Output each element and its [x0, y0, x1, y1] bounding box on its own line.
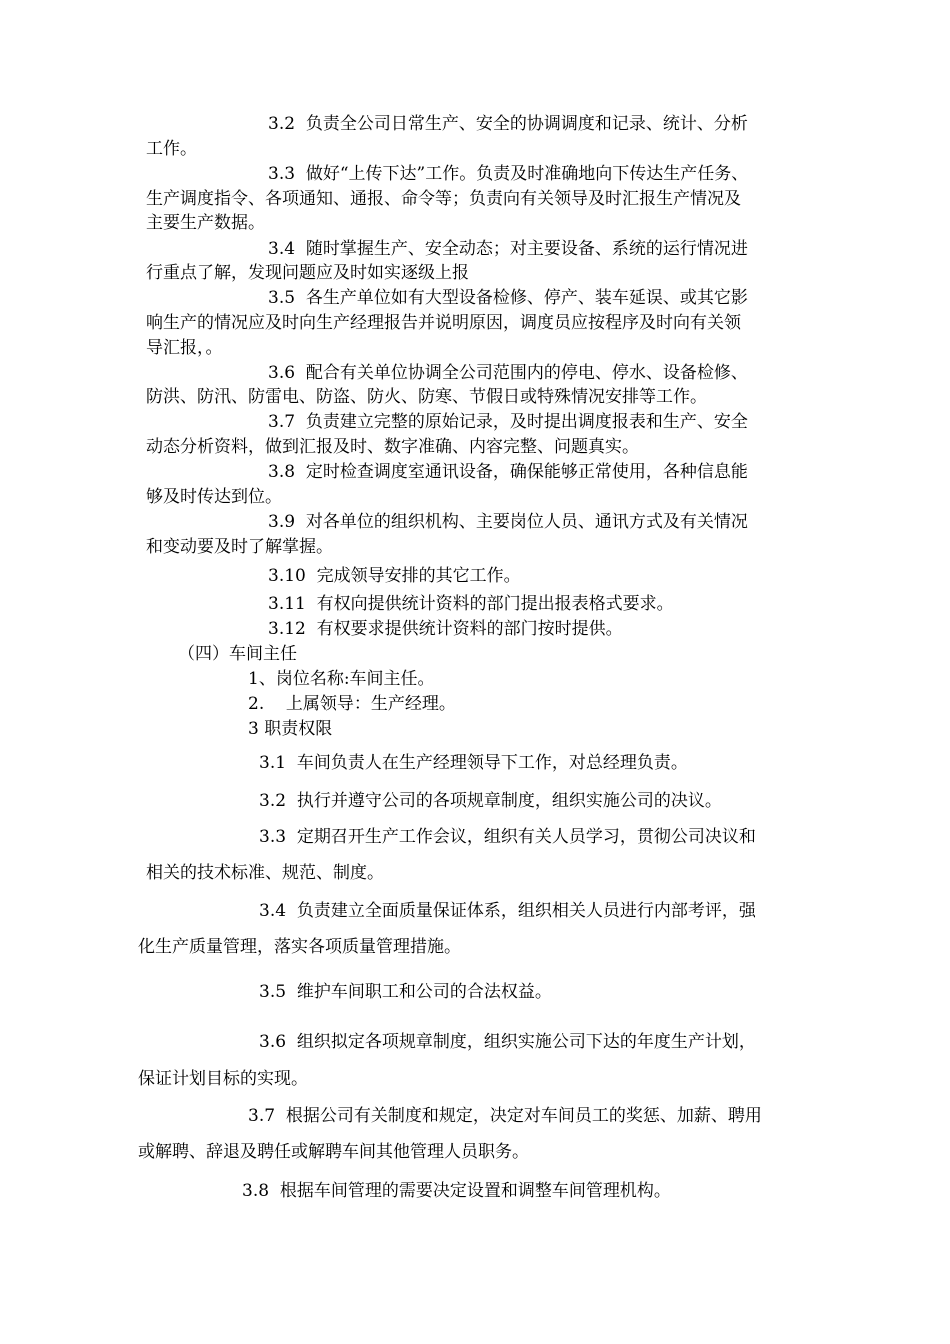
clause-number: 3.5 — [268, 288, 296, 308]
clause-text-cont: 和变动要及时了解掌握。 — [146, 537, 333, 557]
clause-number: 3.7 — [248, 1106, 276, 1126]
clause-number: 3.12 — [268, 619, 306, 639]
clause-text: 负责全公司日常生产、安全的协调调度和记录、统计、分析 — [305, 114, 748, 134]
clause-text-cont: 或解聘、辞退及聘任或解聘车间其他管理人员职务。 — [138, 1142, 529, 1162]
item-number: 2. — [248, 694, 265, 714]
responsibilities-heading: 3 职责权限 — [248, 719, 333, 739]
clause-text-cont: 保证计划目标的实现。 — [138, 1069, 308, 1089]
clause-text-cont: 动态分析资料，做到汇报及时、数字准确、内容完整、问题真实。 — [146, 437, 639, 457]
clause-text-cont: 主要生产数据。 — [146, 213, 265, 233]
clause-number: 3.8 — [268, 462, 296, 482]
clause-text-cont: 够及时传达到位。 — [146, 487, 282, 507]
clause-number: 3.8 — [242, 1181, 270, 1201]
clause-text-cont: 化生产质量管理，落实各项质量管理措施。 — [138, 937, 461, 957]
clause-text: 对各单位的组织机构、主要岗位人员、通讯方式及有关情况 — [305, 512, 748, 532]
clause-number: 3.10 — [268, 566, 306, 586]
clause-text: 负责建立完整的原始记录，及时提出调度报表和生产、安全 — [305, 412, 748, 432]
clause-text-cont: 行重点了解，发现问题应及时如实逐级上报 — [146, 263, 469, 283]
clause-text: 各生产单位如有大型设备检修、停产、装车延误、或其它影 — [305, 288, 748, 308]
clause-text: 随时掌握生产、安全动态；对主要设备、系统的运行情况进 — [305, 239, 748, 259]
item-text: 上属领导：生产经理。 — [285, 694, 456, 714]
clause-number: 3.6 — [268, 363, 296, 383]
clause-text-cont: 响生产的情况应及时向生产经理报告并说明原因，调度员应按程序及时向有关领 — [146, 313, 741, 333]
clause-number: 3.7 — [268, 412, 296, 432]
clause-text: 做好“上传下达”工作。负责及时准确地向下传达生产任务、 — [305, 164, 749, 184]
clause-number: 3.5 — [259, 982, 287, 1002]
clause-number: 3.3 — [259, 827, 287, 847]
clause-number: 3.3 — [268, 164, 296, 184]
superior — [248, 693, 456, 715]
clause-number: 3.9 — [268, 512, 296, 532]
clause-number: 3.4 — [268, 239, 296, 259]
clause-number: 3.6 — [259, 1032, 287, 1052]
clause-text-cont: 生产调度指令、各项通知、通报、命令等；负责向有关领导及时汇报生产情况及 — [146, 189, 741, 209]
clause-number: 3.2 — [268, 114, 296, 134]
clause-text-cont: 工作。 — [146, 139, 197, 159]
clause-number: 3.1 — [259, 753, 287, 773]
clause-text: 定时检查调度室通讯设备，确保能够正常使用，各种信息能 — [305, 462, 748, 482]
clause-number: 3.2 — [259, 791, 287, 811]
post-name: 1、岗位名称:车间主任。 — [248, 669, 435, 689]
clause-text: 组织拟定各项规章制度，组织实施公司下达的年度生产计划， — [296, 1032, 756, 1052]
clause-text-cont: 防洪、防汛、防雷电、防盗、防火、防寒、节假日或特殊情况安排等工作。 — [146, 387, 707, 407]
clause-text: 车间负责人在生产经理领导下工作，对总经理负责。 — [296, 753, 688, 773]
clause-text: 根据车间管理的需要决定设置和调整车间管理机构。 — [279, 1181, 671, 1201]
clause-text: 负责建立全面质量保证体系，组织相关人员进行内部考评，强 — [296, 901, 756, 921]
clause-text: 完成领导安排的其它工作。 — [316, 566, 521, 586]
clause-text-cont: 导汇报，。 — [146, 338, 223, 358]
clause-text: 维护车间职工和公司的合法权益。 — [296, 982, 552, 1002]
clause-number: 3.4 — [259, 901, 287, 921]
clause-text: 定期召开生产工作会议，组织有关人员学习，贯彻公司决议和 — [296, 827, 756, 847]
clause-text-cont: 相关的技术标准、规范、制度。 — [146, 863, 384, 883]
clause-text: 有权向提供统计资料的部门提出报表格式要求。 — [316, 594, 674, 614]
clause-text: 根据公司有关制度和规定，决定对车间员工的奖惩、加薪、聘用 — [285, 1106, 762, 1126]
clause-text: 配合有关单位协调全公司范围内的停电、停水、设备检修、 — [305, 363, 748, 383]
clause-text: 有权要求提供统计资料的部门按时提供。 — [316, 619, 623, 639]
clause-number: 3.11 — [268, 594, 306, 614]
section-heading: （四）车间主任 — [178, 644, 297, 664]
clause-text: 执行并遵守公司的各项规章制度，组织实施公司的决议。 — [296, 791, 722, 811]
